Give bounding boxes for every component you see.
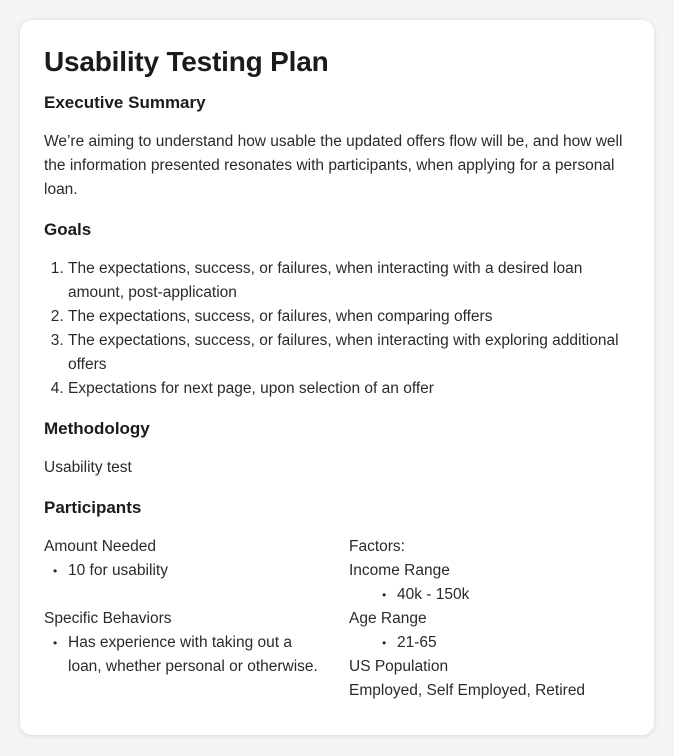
participants-columns [44,535,630,703]
goals-heading: Goals [44,220,92,239]
factors-label: Factors: [349,538,405,555]
page-title: Usability Testing Plan [44,46,329,77]
amount-needed-label: Amount Needed [44,538,157,555]
executive-summary-text: We’re aiming to understand how usable the updated offers flow will be, and how well the information presented resonates with participants, when applying for a personal loan. [44,133,623,198]
amount-needed-item: • 10 for usability [68,559,328,583]
us-population-value: Employed, Self Employed, Retired [349,682,586,699]
participants-left-column [44,535,349,703]
amount-needed-list [44,559,328,583]
specific-behaviors-label: Specific Behaviors [44,610,172,627]
income-range-list [349,583,609,607]
methodology-heading: Methodology [44,419,150,438]
age-range-item: • 21-65 [397,631,609,655]
goal-item: 2. The expectations, success, or failures, when comparing offers [68,305,628,329]
specific-behaviors-item: • Has experience with taking out a loan, whether personal or otherwise. [68,631,328,679]
income-range-item: • 40k - 150k [397,583,609,607]
executive-summary-heading: Executive Summary [44,93,206,112]
us-population-label: US Population [349,658,449,675]
age-range-label: Age Range [349,610,427,627]
income-range-label: Income Range [349,562,450,579]
methodology-text: Usability test [44,459,132,476]
goal-item: 4. Expectations for next page, upon selection of an offer [68,377,628,401]
goal-item: 3. The expectations, success, or failures, when interacting with exploring additional offers [68,329,628,377]
goals-list [44,257,628,401]
age-range-list [349,631,609,655]
goal-item: 1. The expectations, success, or failures, when interacting with a desired loan amount, post-application [68,257,628,305]
document-card [20,20,654,735]
specific-behaviors-list [44,631,328,679]
participants-heading: Participants [44,498,142,517]
participants-right-column [349,535,609,703]
